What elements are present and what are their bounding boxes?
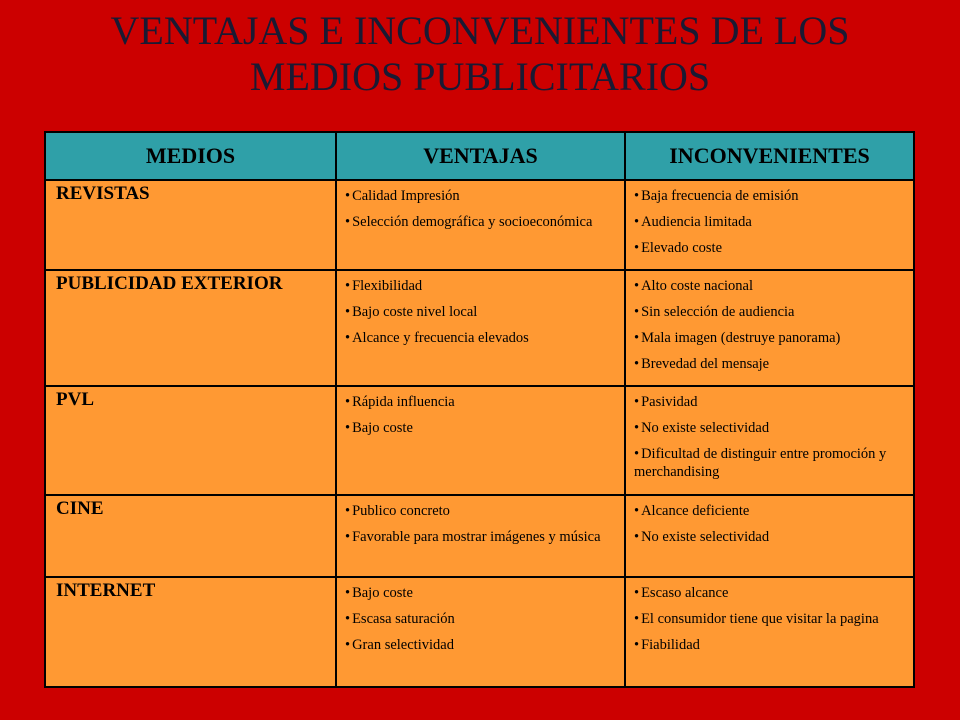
- list-item: • Selección demográfica y socioeconómica: [345, 213, 618, 231]
- ventajas-list: [345, 277, 618, 347]
- list-item: • Pasividad: [634, 393, 907, 411]
- header-inconvenientes: INCONVENIENTES: [625, 132, 914, 180]
- list-item: • No existe selectividad: [634, 528, 907, 546]
- ventajas-cell: [336, 386, 625, 495]
- inconvenientes-list: [634, 393, 907, 481]
- table-row: [45, 495, 914, 577]
- inconvenientes-cell: [625, 386, 914, 495]
- list-item: • Escasa saturación: [345, 610, 618, 628]
- slide-title: VENTAJAS E INCONVENIENTES DE LOS MEDIOS PUBLICITARIOS: [110, 8, 850, 99]
- list-item: • Alcance y frecuencia elevados: [345, 329, 618, 347]
- ventajas-cell: [336, 180, 625, 270]
- list-item: • Elevado coste: [634, 239, 907, 257]
- medium-name: PUBLICIDAD EXTERIOR: [45, 270, 336, 386]
- inconvenientes-list: [634, 502, 907, 546]
- medium-name: CINE: [45, 495, 336, 577]
- list-item: • Brevedad del mensaje: [634, 355, 907, 373]
- ventajas-list: [345, 187, 618, 231]
- inconvenientes-cell: [625, 270, 914, 386]
- list-item: • Publico concreto: [345, 502, 618, 520]
- list-item: • Mala imagen (destruye panorama): [634, 329, 907, 347]
- medium-name: PVL: [45, 386, 336, 495]
- inconvenientes-cell: [625, 577, 914, 687]
- table-row: [45, 386, 914, 495]
- inconvenientes-list: [634, 187, 907, 257]
- table-header-row: [45, 132, 914, 180]
- list-item: • Gran selectividad: [345, 636, 618, 654]
- list-item: • Escaso alcance: [634, 584, 907, 602]
- header-medios: MEDIOS: [45, 132, 336, 180]
- ventajas-list: [345, 502, 618, 546]
- list-item: • Favorable para mostrar imágenes y música: [345, 528, 618, 546]
- ventajas-list: [345, 393, 618, 437]
- list-item: • Dificultad de distinguir entre promoción y merchandising: [634, 445, 907, 481]
- list-item: • Calidad Impresión: [345, 187, 618, 205]
- list-item: • Audiencia limitada: [634, 213, 907, 231]
- inconvenientes-cell: [625, 495, 914, 577]
- inconvenientes-cell: [625, 180, 914, 270]
- list-item: • Alto coste nacional: [634, 277, 907, 295]
- list-item: • Sin selección de audiencia: [634, 303, 907, 321]
- list-item: • Alcance deficiente: [634, 502, 907, 520]
- medium-name: INTERNET: [45, 577, 336, 687]
- ventajas-cell: [336, 577, 625, 687]
- list-item: • Bajo coste nivel local: [345, 303, 618, 321]
- table-row: [45, 180, 914, 270]
- list-item: • Flexibilidad: [345, 277, 618, 295]
- list-item: • El consumidor tiene que visitar la pagina: [634, 610, 907, 628]
- list-item: • Baja frecuencia de emisión: [634, 187, 907, 205]
- list-item: • Fiabilidad: [634, 636, 907, 654]
- medium-name: REVISTAS: [45, 180, 336, 270]
- ventajas-cell: [336, 495, 625, 577]
- list-item: • Bajo coste: [345, 584, 618, 602]
- list-item: • Rápida influencia: [345, 393, 618, 411]
- list-item: • No existe selectividad: [634, 419, 907, 437]
- list-item: • Bajo coste: [345, 419, 618, 437]
- table-row: [45, 270, 914, 386]
- header-ventajas: VENTAJAS: [336, 132, 625, 180]
- ventajas-cell: [336, 270, 625, 386]
- inconvenientes-list: [634, 584, 907, 654]
- table-row: [45, 577, 914, 687]
- ventajas-list: [345, 584, 618, 654]
- media-comparison-table: [44, 131, 915, 688]
- inconvenientes-list: [634, 277, 907, 373]
